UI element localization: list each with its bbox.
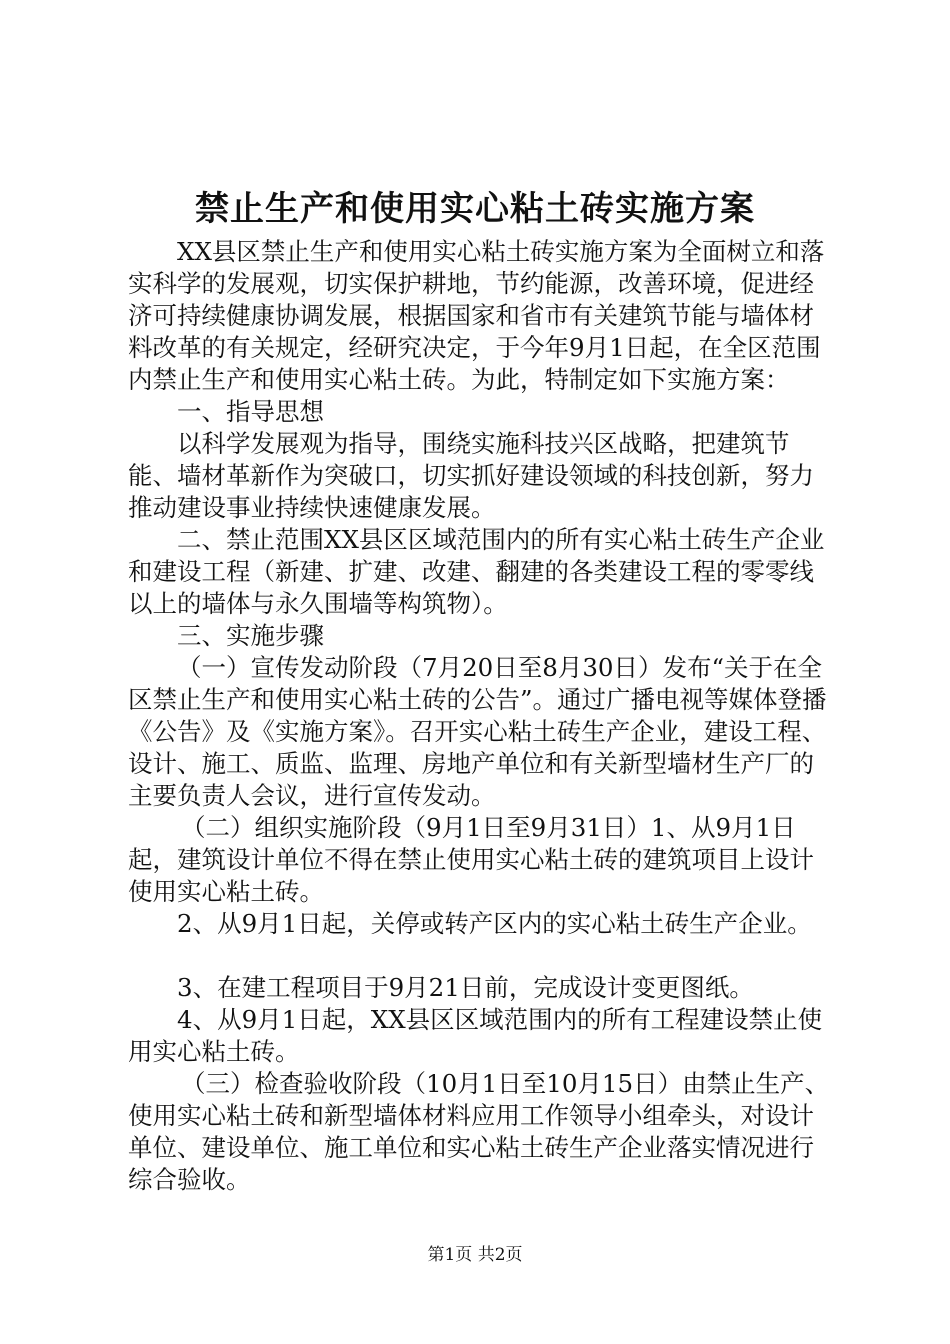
intro-paragraph: XX县区禁止生产和使用实心粘土砖实施方案为全面树立和落实科学的发展观，切实保护耕地，节约能源，改善环境，促进经济可持续健康协调发展，根据国家和省市有关建筑节能与墙体材料改革的有关规定，经研究决定，于今年9月1日起，在全区范围内禁止生产和使用实心粘土砖。为此，特制定如下实施方案： [128, 237, 825, 394]
guiding-ideology-paragraph: 以科学发展观为指导，围绕实施科技兴区战略，把建筑节能、墙材革新作为突破口，切实抓好建设领域的科技创新，努力推动建设事业持续快速健康发展。 [128, 429, 814, 522]
prohibition-scope-paragraph: 二、禁止范围XX县区区域范围内的所有实心粘土砖生产企业和建设工程（新建、扩建、改建、翻建的各类建设工程的零零线以上的墙体与永久围墙等构筑物）。 [128, 525, 825, 618]
section-heading-implementation-steps: 三、实施步骤 [177, 621, 324, 650]
page-footer: 第1页 共2页 [427, 1245, 523, 1265]
step-3-paragraph: 3、在建工程项目于9月21日前，完成设计变更图纸。 [177, 973, 754, 1002]
section-heading-guiding-ideology: 一、指导思想 [177, 397, 324, 426]
publicity-stage-paragraph: （一）宣传发动阶段（7月20日至8月30日）发布“关于在全区禁止生产和使用实心粘土砖的公告”。通过广播电视等媒体登播《公告》及《实施方案》。召开实心粘土砖生产企业，建设工程、设计、施工、质监、监理、房地产单位和有关新型墙材生产厂的主要负责人会议，进行宣传发动。 [128, 653, 827, 810]
page-title: 禁止生产和使用实心粘土砖实施方案 [195, 189, 755, 229]
paragraph-spacer [128, 940, 830, 972]
document-body [128, 236, 830, 1196]
step-2-paragraph: 2、从9月1日起，关停或转产区内的实心粘土砖生产企业。 [177, 909, 812, 938]
inspection-stage-paragraph: （三）检查验收阶段（10月1日至10月15日）由禁止生产、使用实心粘土砖和新型墙体材料应用工作领导小组牵头，对设计单位、建设单位、施工单位和实心粘土砖生产企业落实情况进行综合验收。 [128, 1069, 830, 1194]
implementation-stage-paragraph: （二）组织实施阶段（9月1日至9月31日）1、从9月1日起，建筑设计单位不得在禁止使用实心粘土砖的建筑项目上设计使用实心粘土砖。 [128, 813, 814, 906]
step-4-paragraph: 4、从9月1日起，XX县区区域范围内的所有工程建设禁止使用实心粘土砖。 [128, 1005, 823, 1066]
